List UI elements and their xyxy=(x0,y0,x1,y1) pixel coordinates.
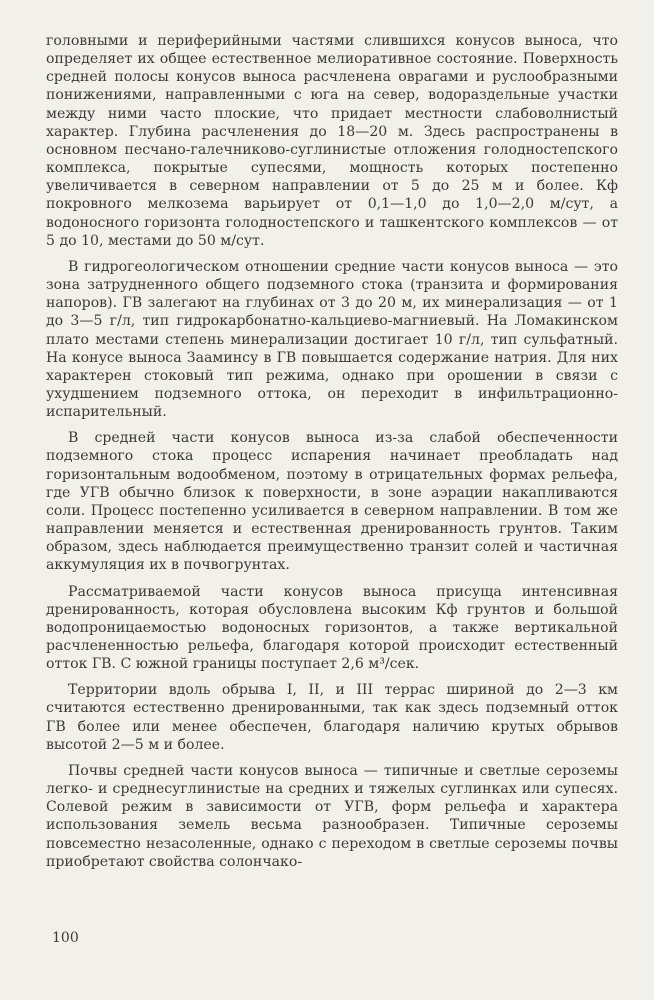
body-text xyxy=(46,32,618,879)
paragraph-5: Территории вдоль обрыва I, II, и III террас шириной до 2—3 км считаются естественно дренированными, так как здесь подземный отток ГВ более или менее обеспечен, благодаря наличию крутых обрывов высотой 2—5 м и более. xyxy=(46,682,618,753)
paragraph-4: Рассматриваемой части конусов выноса присуща интенсивная дренированность, которая обусловлена высоким Кф грунтов и большой водопроницаемостью водоносных горизонтов, а также вертикальной расчлененностью рельефа, благодаря которой происходит естественный отток ГВ. С южной границы поступает 2,6 м³/сек. xyxy=(46,583,618,673)
page-number: 100 xyxy=(52,930,79,946)
paragraph-1: головными и периферийными частями слившихся конусов выноса, что определяет их общее естественное мелиоративное состояние. Поверхность средней полосы конусов выноса расчленена оврагами и руслообразными понижениями, направленными с юга на север, водораздельные участки между ними часто плоские, что придает местности слабоволнистый характер. Глубина расчленения до 18—20 м. Здесь распространены в основном песчано-галечниково-суглинистые отложения голодностепского комплекса, покрытые супесями, мощность которых постепенно увеличивается в северном направлении от 5 до 25 м и более. Кф покровного мелкозема варьирует от 0,1—1,0 до 1,0—2,0 м/сут, а водоносного горизонта голодностепского и ташкентского комплексов — от 5 до 10, местами до 50 м/сут. xyxy=(46,33,618,249)
paragraph-3: В средней части конусов выноса из-за слабой обеспеченности подземного стока процесс испарения начинает преобладать над горизонтальным водообменом, поэтому в отрицательных формах рельефа, где УГВ обычно близок к поверхности, в зоне аэрации накапливаются соли. Процесс постепенно усиливается в северном направлении. В том же направлении меняется и естественная дренированность грунтов. Таким образом, здесь наблюдается преимущественно транзит солей и частичная аккумуляция их в почвогрунтах. xyxy=(46,430,618,574)
paragraph-2: В гидрогеологическом отношении средние части конусов выноса — это зона затрудненного общего подземного стока (транзита и формирования напоров). ГВ залегают на глубинах от 3 до 20 м, их минерализация — от 1 до 3—5 г/л, тип гидрокарбонатно-кальциево-магниевый. На Ломакинском плато местами степень минерализации достигает 10 г/л, тип сульфатный. На конусе выноса Зааминсу в ГВ повышается содержание натрия. Для них характерен стоковый тип режима, однако при орошении в связи с ухудшением подземного оттока, он переходит в инфильтрационно-испарительный. xyxy=(46,258,618,421)
paragraph-6: Почвы средней части конусов выноса — типичные и светлые сероземы легко- и среднесуглинистые на средних и тяжелых суглинках или супесях. Солевой режим в зависимости от УГВ, форм рельефа и характера использования земель весьма разнообразен. Типичные сероземы повсеместно незасоленные, однако с переходом в светлые сероземы почвы приобретают свойства солончако- xyxy=(46,762,618,870)
